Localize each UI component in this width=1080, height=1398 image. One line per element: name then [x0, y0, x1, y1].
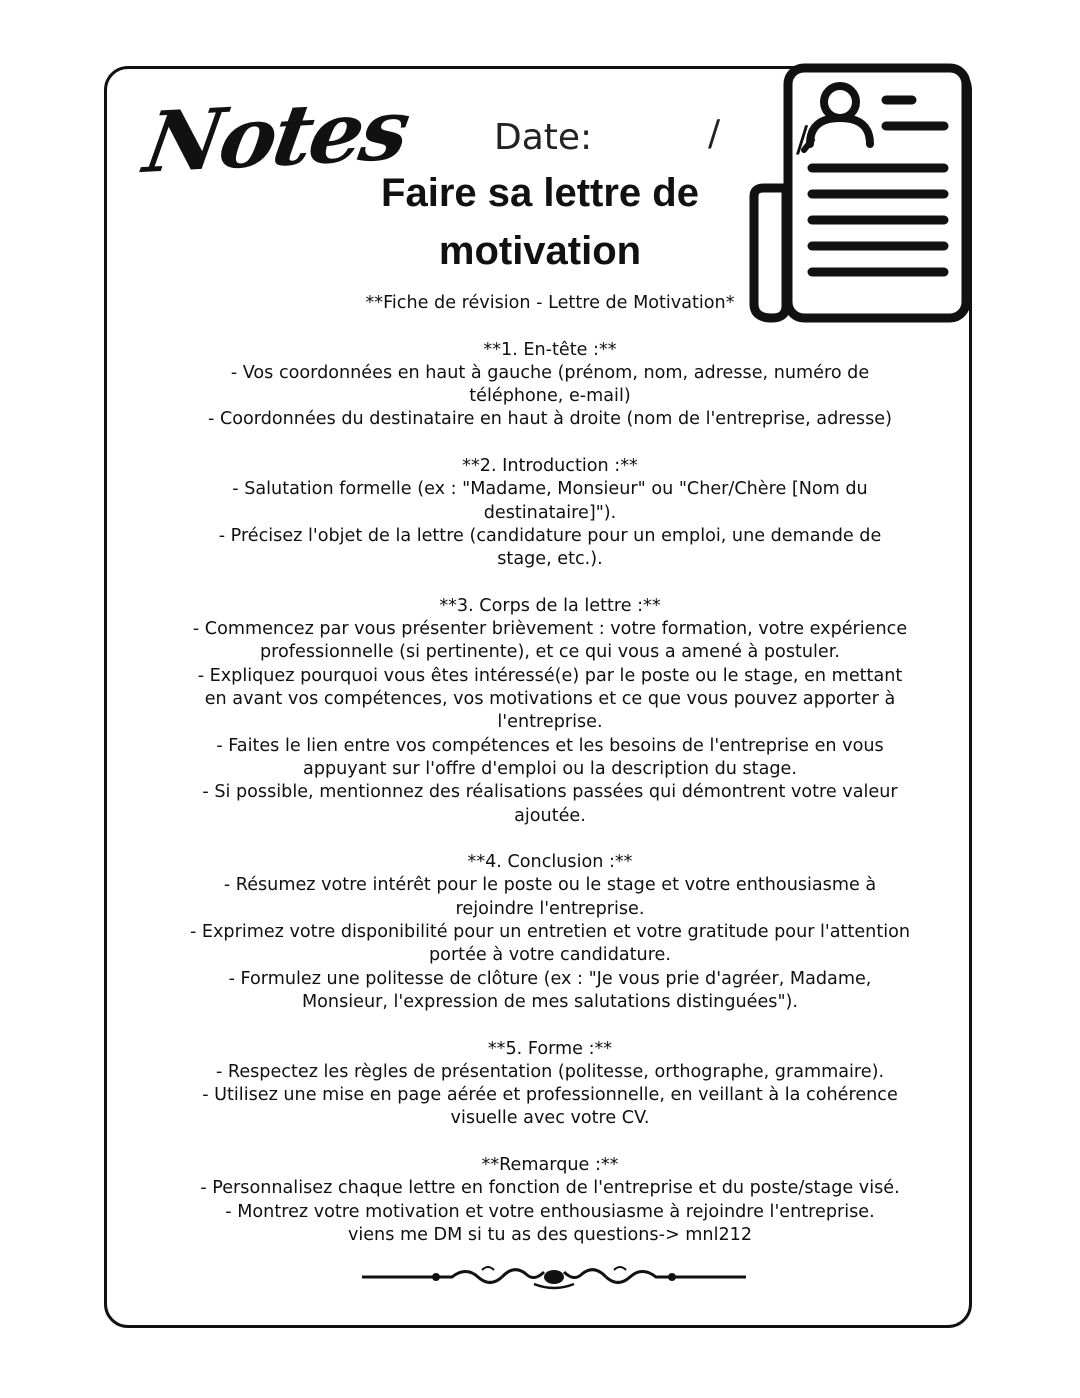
date-label: Date: — [494, 117, 593, 158]
section-4-title: **4. Conclusion :** — [467, 852, 633, 873]
section-2-line: - Précisez l'objet de la lettre (candidature pour un emploi, une demande de — [218, 525, 882, 546]
section-4-line: - Exprimez votre disponibilité pour un entretien et votre gratitude pour l'attention — [189, 922, 911, 943]
section-2-line: stage, etc.). — [497, 549, 603, 570]
section-1-title: **1. En-tête :** — [483, 339, 617, 360]
notes-logo: Notes — [138, 79, 414, 192]
section-3-line: - Commencez par vous présenter brièvement : votre formation, votre expérience — [192, 619, 908, 640]
title-line-2: motivation — [438, 229, 642, 273]
section-5-line: visuelle avec votre CV. — [450, 1108, 650, 1129]
section-2-line: destinataire]"). — [483, 502, 617, 523]
remark-line: - Personnalisez chaque lettre en fonction de l'entreprise et du poste/stage visé. — [200, 1178, 900, 1199]
section-4-line: - Résumez votre intérêt pour le poste ou le stage et votre enthousiasme à — [223, 875, 877, 896]
remark-line: viens me DM si tu as des questions-> mnl212 — [347, 1224, 753, 1245]
date-separator-1: / — [708, 113, 721, 154]
section-3-line: - Faites le lien entre vos compétences et les besoins de l'entreprise en vous — [216, 735, 884, 756]
section-5-line: - Utilisez une mise en page aérée et professionnelle, en veillant à la cohérence — [202, 1085, 898, 1106]
section-3-line: en avant vos compétences, vos motivations et ce que vous pouvez apporter à — [204, 689, 896, 710]
section-3-line: l'entreprise. — [497, 712, 603, 733]
section-1-line: - Vos coordonnées en haut à gauche (prénom, nom, adresse, numéro de — [230, 362, 870, 383]
remark-line: - Montrez votre motivation et votre enthousiasme à rejoindre l'entreprise. — [225, 1201, 875, 1222]
section-1-line: téléphone, e-mail) — [469, 386, 631, 407]
section-4-line: - Formulez une politesse de clôture (ex : "Je vous prie d'agréer, Madame, — [228, 968, 872, 989]
section-5-title: **5. Forme :** — [487, 1038, 613, 1059]
section-3-line: - Si possible, mentionnez des réalisations passées qui démontrent votre valeur — [202, 782, 898, 803]
resume-document-icon — [744, 60, 976, 326]
revision-heading: **Fiche de révision - Lettre de Motivation* — [365, 293, 735, 313]
remark-title: **Remarque :** — [481, 1154, 619, 1175]
title-line-1: Faire sa lettre de — [381, 171, 699, 215]
section-4-line: rejoindre l'entreprise. — [455, 898, 645, 919]
page-title — [330, 164, 750, 280]
section-2-title: **2. Introduction :** — [462, 456, 638, 477]
section-3-line: appuyant sur l'offre d'emploi ou la description du stage. — [303, 758, 797, 779]
section-3-line: professionnelle (si pertinente), et ce qui vous a amené à postuler. — [260, 642, 840, 663]
decorative-divider-icon — [362, 1262, 746, 1292]
section-3-title: **3. Corps de la lettre :** — [439, 595, 661, 616]
section-4-line: portée à votre candidature. — [429, 945, 671, 966]
section-5-line: - Respectez les règles de présentation (politesse, orthographe, grammaire). — [215, 1061, 885, 1082]
date-separator-2: / — [796, 119, 809, 160]
revision-content — [150, 292, 950, 1247]
section-2-line: - Salutation formelle (ex : "Madame, Monsieur" ou "Cher/Chère [Nom du — [232, 479, 868, 500]
section-4-line: Monsieur, l'expression de mes salutations distinguées"). — [301, 991, 799, 1012]
section-3-line: ajoutée. — [514, 805, 586, 826]
section-1-line: - Coordonnées du destinataire en haut à droite (nom de l'entreprise, adresse) — [208, 409, 892, 430]
section-3-line: - Expliquez pourquoi vous êtes intéressé(e) par le poste ou le stage, en mettant — [197, 665, 903, 686]
